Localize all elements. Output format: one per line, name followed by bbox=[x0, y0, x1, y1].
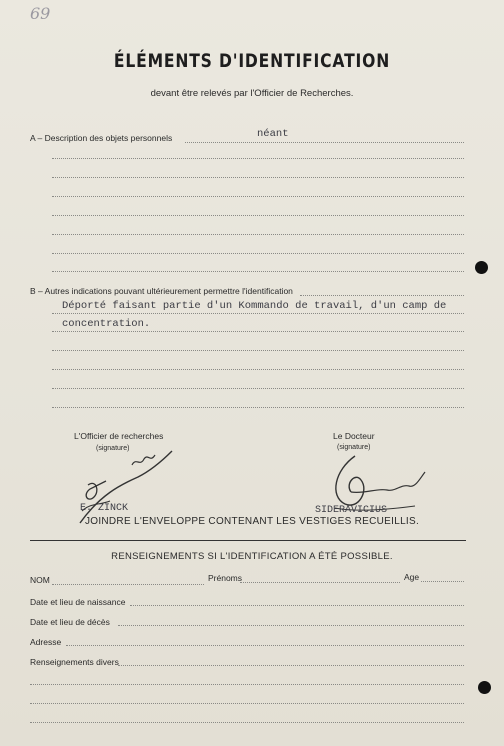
form-line bbox=[52, 234, 464, 235]
form-line bbox=[30, 703, 464, 704]
field-age-label: Age bbox=[404, 572, 420, 582]
form-line bbox=[52, 313, 464, 314]
field-misc-line bbox=[118, 665, 464, 666]
doctor-signature-label: (signature) bbox=[337, 444, 371, 451]
enclose-note: JOINDRE L'ENVELOPPE CONTENANT LES VESTIGES RECUEILLIS. bbox=[84, 516, 420, 527]
section-b-line-2: concentration. bbox=[62, 318, 151, 330]
section-a-value: néant bbox=[257, 128, 289, 140]
document-title: ÉLÉMENTS D'IDENTIFICATION bbox=[113, 50, 391, 72]
doctor-title: Le Docteur bbox=[333, 431, 375, 441]
doctor-name: SIDERAVICIUS bbox=[315, 505, 388, 516]
form-line bbox=[52, 331, 464, 332]
punch-hole bbox=[475, 261, 488, 274]
field-address-line bbox=[66, 645, 464, 646]
field-death-line bbox=[118, 625, 464, 626]
form-line bbox=[30, 722, 464, 723]
form-line bbox=[52, 350, 464, 351]
field-death-label: Date et lieu de décès bbox=[30, 617, 110, 627]
document-subtitle: devant être relevés par l'Officier de Recherches. bbox=[150, 88, 354, 99]
section-b-line bbox=[300, 295, 464, 296]
field-prenoms-label: Prénoms bbox=[208, 573, 243, 583]
form-line bbox=[52, 388, 464, 389]
section-b-line-1: Déporté faisant partie d'un Kommando de travail, d'un camp de bbox=[62, 300, 447, 312]
form-line bbox=[52, 158, 464, 159]
form-line bbox=[52, 177, 464, 178]
field-misc-label: Renseignements divers bbox=[30, 657, 119, 667]
form-line bbox=[52, 215, 464, 216]
section-separator bbox=[30, 540, 466, 541]
form-line bbox=[52, 407, 464, 408]
field-birth-line bbox=[130, 605, 464, 606]
section-2-title: RENSEIGNEMENTS SI L'IDENTIFICATION A ÉTÉ POSSIBLE. bbox=[111, 551, 393, 562]
section-a-label: A – Description des objets personnels bbox=[30, 133, 173, 143]
field-prenoms-line bbox=[240, 582, 400, 583]
officer-signature-label: (signature) bbox=[96, 445, 130, 452]
punch-hole bbox=[478, 681, 491, 694]
field-birth-label: Date et lieu de naissance bbox=[30, 597, 126, 607]
field-nom-line bbox=[52, 584, 204, 585]
form-line bbox=[52, 369, 464, 370]
form-line bbox=[52, 196, 464, 197]
form-line bbox=[30, 684, 464, 685]
field-age-line bbox=[421, 581, 464, 582]
field-nom-label: NOM bbox=[30, 575, 50, 585]
section-b-label: B – Autres indications pouvant ultérieurement permettre l'identification bbox=[30, 286, 293, 296]
form-line bbox=[52, 253, 464, 254]
field-address-label: Adresse bbox=[30, 637, 62, 647]
officer-name: E. ZINCK bbox=[80, 503, 129, 514]
section-a-line bbox=[185, 142, 464, 143]
form-line bbox=[52, 271, 464, 272]
officer-title: L'Officier de recherches bbox=[74, 431, 164, 441]
corner-number: 69 bbox=[30, 4, 51, 23]
